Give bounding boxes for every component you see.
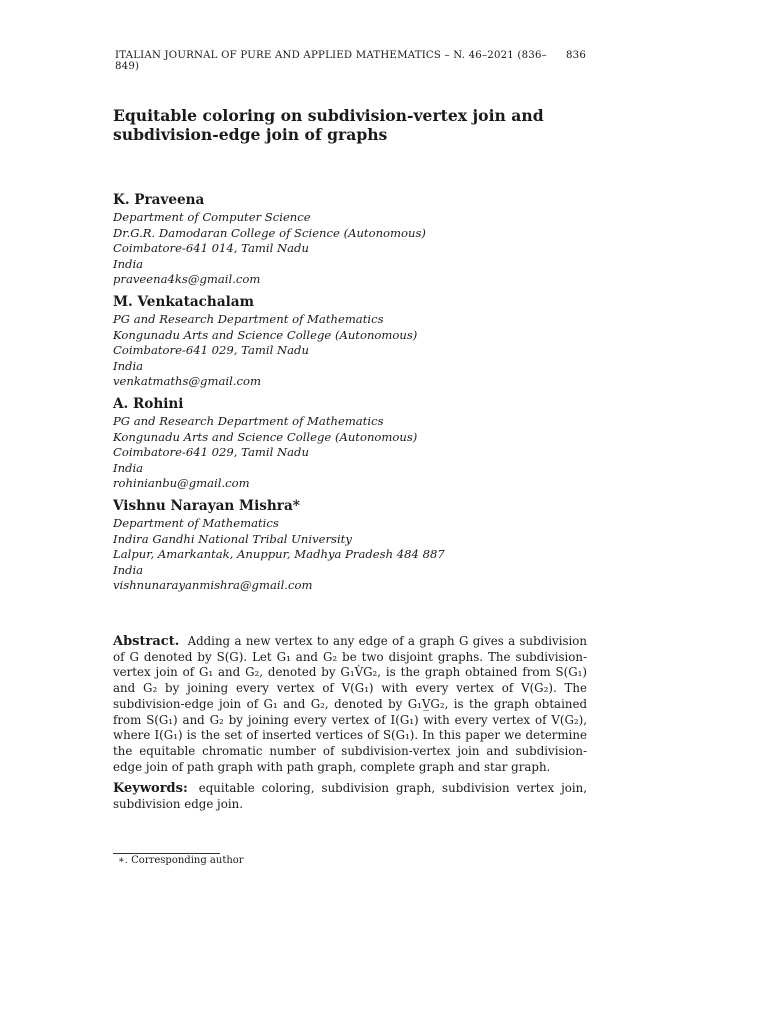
affiliation-city: Coimbatore-641 029, Tamil Nadu [113,445,309,460]
affiliation-city: Coimbatore-641 029, Tamil Nadu [113,343,309,358]
running-head [115,50,586,72]
author-name: A. Rohini [113,395,184,412]
author-block [113,192,593,288]
author-list [113,192,593,600]
affiliation-city: Coimbatore-641 014, Tamil Nadu [113,241,309,256]
affiliation-country: India [113,256,144,271]
author-block [113,498,593,594]
abstract-label: Abstract. [113,634,180,649]
affiliation-country: India [113,460,144,475]
affiliation-department: PG and Research Department of Mathematics [113,311,384,326]
author-email: venkatmaths@gmail.com [113,374,261,389]
author-block [113,396,593,492]
affiliation-country: India [113,562,144,577]
page-number: 836 [565,50,586,61]
paper-title [113,106,593,144]
author-email: vishnunarayanmishra@gmail.com [113,578,313,593]
affiliation-department: Department of Mathematics [113,515,279,530]
title-line-1: Equitable coloring on subdivision-vertex join and [113,106,544,125]
title-line-2: subdivision-edge join of graphs [113,125,388,144]
affiliation-country: India [113,358,144,373]
keywords-paragraph [113,781,587,812]
footnote: ∗. Corresponding author [118,855,244,866]
affiliation-department: Department of Computer Science [113,210,311,224]
author-name: K. Praveena [113,192,205,208]
affiliation-city: Lalpur, Amarkantak, Anuppur, Madhya Pradesh 484 887 [113,547,445,562]
affiliation-institution: Kongunadu Arts and Science College (Autonomous) [113,327,418,342]
affiliation-institution: Indira Gandhi National Tribal University [113,531,352,546]
author-email: rohinianbu@gmail.com [113,476,250,491]
affiliation-institution: Kongunadu Arts and Science College (Autonomous) [113,429,418,444]
keywords-label: Keywords: [113,781,188,797]
abstract-section [113,634,587,813]
journal-name: ITALIAN JOURNAL OF PURE AND APPLIED MATHEMATICS – N. 46–2021 (836–849) [115,50,547,72]
abstract-text: Adding a new vertex to any edge of a graph G gives a subdivision of G denoted by S(G). Let G₁ and G₂ be two disjoint graphs. The subdivision-vertex join of G₁ and G₂, denoted by G₁V̇G₂, is the graph obtained from S(G₁) and G₂ by joining every vertex of V(G₁) with every vertex of V(G₂). The subdivision-edge join of G₁ and G₂, denoted by G₁V̲G₂, is the graph obtained from S(G₁) and G₂ by joining every vertex of I(G₁) with every vertex of V(G₂), where I(G₁) is the set of inserted vertices of S(G₁). In this paper we determine the equitable chromatic number of subdivision-vertex join and subdivision-edge join of path graph with path graph, complete graph and star graph. [113,634,587,774]
affiliation-department: PG and Research Department of Mathematics [113,413,384,428]
footnote-divider [113,853,220,854]
author-name: M. Venkatachalam [113,293,254,310]
author-block [113,294,593,390]
author-email: praveena4ks@gmail.com [113,272,261,287]
keywords-text: equitable coloring, subdivision graph, subdivision vertex join, subdivision edge join. [113,781,588,812]
author-name: Vishnu Narayan Mishra* [113,497,300,514]
affiliation-institution: Dr.G.R. Damodaran College of Science (Autonomous) [113,225,426,240]
abstract-paragraph [113,634,587,775]
